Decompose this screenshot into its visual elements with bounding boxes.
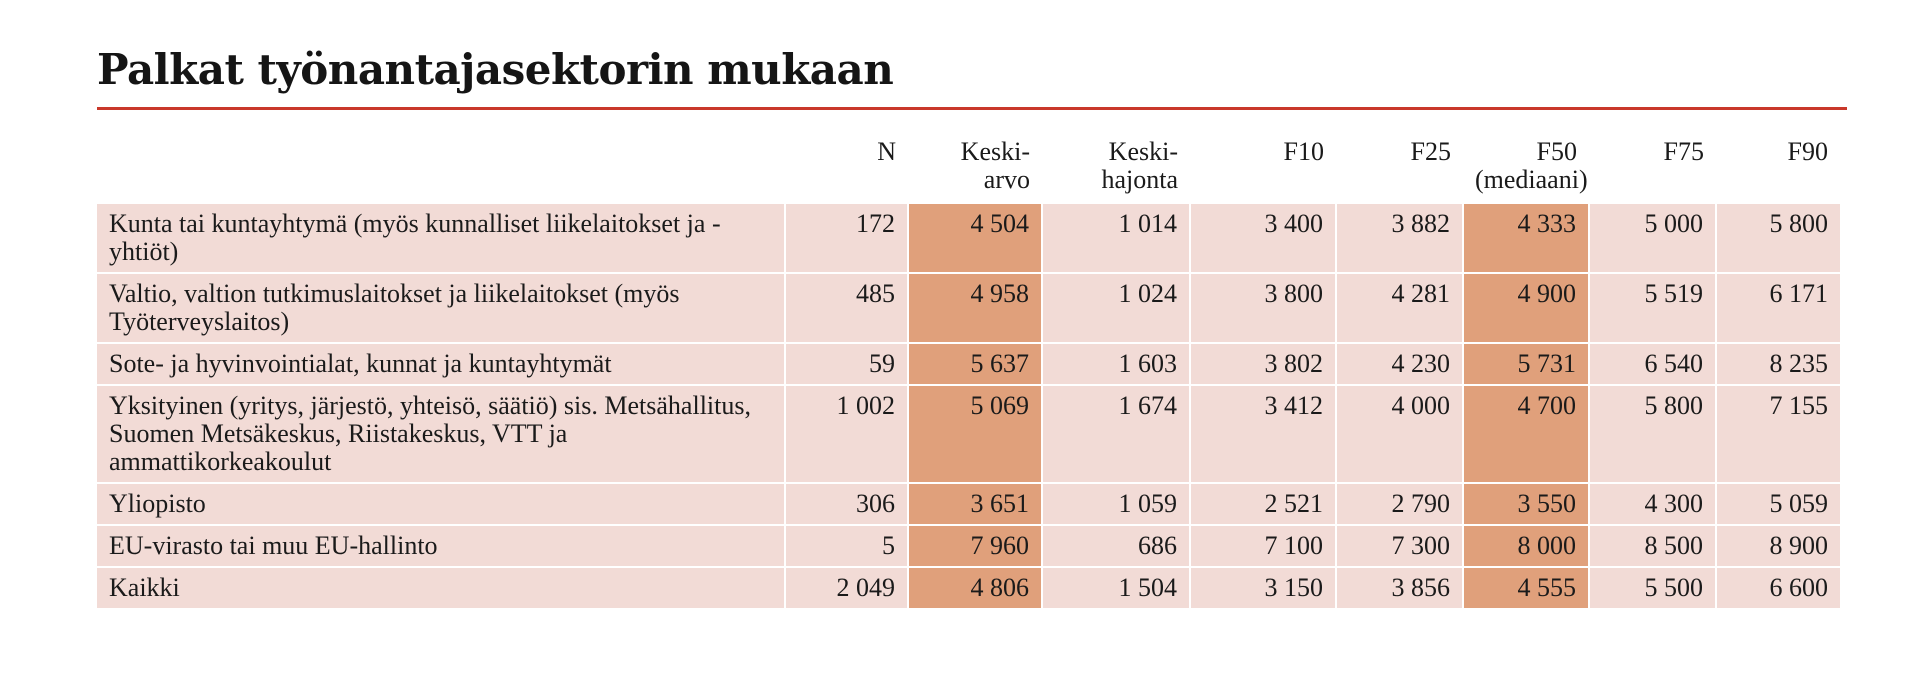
header-f75-label: F75 xyxy=(1663,137,1704,166)
page-title: Palkat työnantajasektorin mukaan xyxy=(97,45,894,94)
header-f25 xyxy=(1336,134,1463,204)
cell-f10: 2 521 xyxy=(1190,483,1336,525)
cell-f25: 4 281 xyxy=(1336,273,1463,343)
cell-f25: 4 230 xyxy=(1336,343,1463,385)
header-f10-label: F10 xyxy=(1283,137,1324,166)
cell-f75: 5 000 xyxy=(1589,204,1716,273)
cell-f25: 2 790 xyxy=(1336,483,1463,525)
cell-f25: 7 300 xyxy=(1336,525,1463,567)
cell-f50: 4 900 xyxy=(1463,273,1589,343)
row-label: Kunta tai kuntayhtymä (myös kunnalliset liikelaitokset ja -yhtiöt) xyxy=(97,204,785,273)
header-f75 xyxy=(1589,134,1716,204)
row-label: Valtio, valtion tutkimuslaitokset ja liikelaitokset (myös Työterveyslaitos) xyxy=(97,273,785,343)
header-mean-line1: Keski- xyxy=(960,137,1030,166)
header-f25-label: F25 xyxy=(1410,137,1451,166)
header-mean xyxy=(908,134,1042,204)
cell-f75: 5 500 xyxy=(1589,567,1716,608)
cell-f10: 3 150 xyxy=(1190,567,1336,608)
cell-f75: 6 540 xyxy=(1589,343,1716,385)
cell-sd: 1 674 xyxy=(1042,385,1190,483)
header-sd xyxy=(1042,134,1190,204)
cell-sd: 1 059 xyxy=(1042,483,1190,525)
cell-n: 2 049 xyxy=(785,567,908,608)
row-label: EU-virasto tai muu EU-hallinto xyxy=(97,525,785,567)
cell-f90: 6 600 xyxy=(1716,567,1840,608)
header-f10 xyxy=(1190,134,1336,204)
cell-f10: 3 800 xyxy=(1190,273,1336,343)
row-label: Sote- ja hyvinvointialat, kunnat ja kuntayhtymät xyxy=(97,343,785,385)
cell-sd: 1 024 xyxy=(1042,273,1190,343)
cell-n: 172 xyxy=(785,204,908,273)
header-mean-line2: arvo xyxy=(983,165,1030,194)
cell-f25: 4 000 xyxy=(1336,385,1463,483)
cell-n: 59 xyxy=(785,343,908,385)
cell-f10: 3 802 xyxy=(1190,343,1336,385)
cell-f75: 8 500 xyxy=(1589,525,1716,567)
cell-n: 5 xyxy=(785,525,908,567)
table-row xyxy=(97,273,1840,343)
cell-mean: 4 958 xyxy=(908,273,1042,343)
cell-f50: 8 000 xyxy=(1463,525,1589,567)
cell-f90: 5 059 xyxy=(1716,483,1840,525)
title-divider xyxy=(97,107,1847,110)
table-row xyxy=(97,204,1840,273)
table-row xyxy=(97,567,1840,608)
header-sd-line1: Keski- xyxy=(1108,137,1178,166)
cell-n: 485 xyxy=(785,273,908,343)
cell-sd: 1 014 xyxy=(1042,204,1190,273)
cell-sd: 1 603 xyxy=(1042,343,1190,385)
header-n-label: N xyxy=(877,137,896,166)
table-row xyxy=(97,343,1840,385)
cell-f10: 3 412 xyxy=(1190,385,1336,483)
cell-f90: 8 235 xyxy=(1716,343,1840,385)
cell-f50: 4 333 xyxy=(1463,204,1589,273)
cell-f25: 3 856 xyxy=(1336,567,1463,608)
cell-mean: 7 960 xyxy=(908,525,1042,567)
row-label: Kaikki xyxy=(97,567,785,608)
cell-f90: 5 800 xyxy=(1716,204,1840,273)
cell-f75: 4 300 xyxy=(1589,483,1716,525)
cell-mean: 4 806 xyxy=(908,567,1042,608)
cell-sd: 1 504 xyxy=(1042,567,1190,608)
header-f50-line2: (mediaani) xyxy=(1475,165,1588,194)
table-row xyxy=(97,385,1840,483)
cell-f10: 7 100 xyxy=(1190,525,1336,567)
header-f90-label: F90 xyxy=(1787,137,1828,166)
table-row xyxy=(97,525,1840,567)
salary-table xyxy=(97,134,1840,608)
row-label: Yliopisto xyxy=(97,483,785,525)
row-label: Yksityinen (yritys, järjestö, yhteisö, säätiö) sis. Metsähallitus, Suomen Metsäkeskus, Riistakeskus, VTT ja ammattikorkeakoulut xyxy=(97,385,785,483)
cell-f50: 3 550 xyxy=(1463,483,1589,525)
header-f50 xyxy=(1463,134,1589,204)
table-header-row xyxy=(97,134,1840,204)
cell-f90: 8 900 xyxy=(1716,525,1840,567)
table-row xyxy=(97,483,1840,525)
cell-n: 306 xyxy=(785,483,908,525)
cell-f50: 4 700 xyxy=(1463,385,1589,483)
header-n xyxy=(785,134,908,204)
cell-f75: 5 800 xyxy=(1589,385,1716,483)
header-sd-line2: hajonta xyxy=(1101,165,1178,194)
header-label-column xyxy=(97,134,785,204)
cell-f10: 3 400 xyxy=(1190,204,1336,273)
cell-f50: 5 731 xyxy=(1463,343,1589,385)
cell-f90: 7 155 xyxy=(1716,385,1840,483)
cell-sd: 686 xyxy=(1042,525,1190,567)
cell-f25: 3 882 xyxy=(1336,204,1463,273)
header-f50-line1: F50 xyxy=(1536,137,1577,166)
header-f90 xyxy=(1716,134,1840,204)
cell-f50: 4 555 xyxy=(1463,567,1589,608)
cell-f90: 6 171 xyxy=(1716,273,1840,343)
cell-mean: 5 069 xyxy=(908,385,1042,483)
cell-n: 1 002 xyxy=(785,385,908,483)
cell-mean: 5 637 xyxy=(908,343,1042,385)
cell-f75: 5 519 xyxy=(1589,273,1716,343)
cell-mean: 4 504 xyxy=(908,204,1042,273)
cell-mean: 3 651 xyxy=(908,483,1042,525)
